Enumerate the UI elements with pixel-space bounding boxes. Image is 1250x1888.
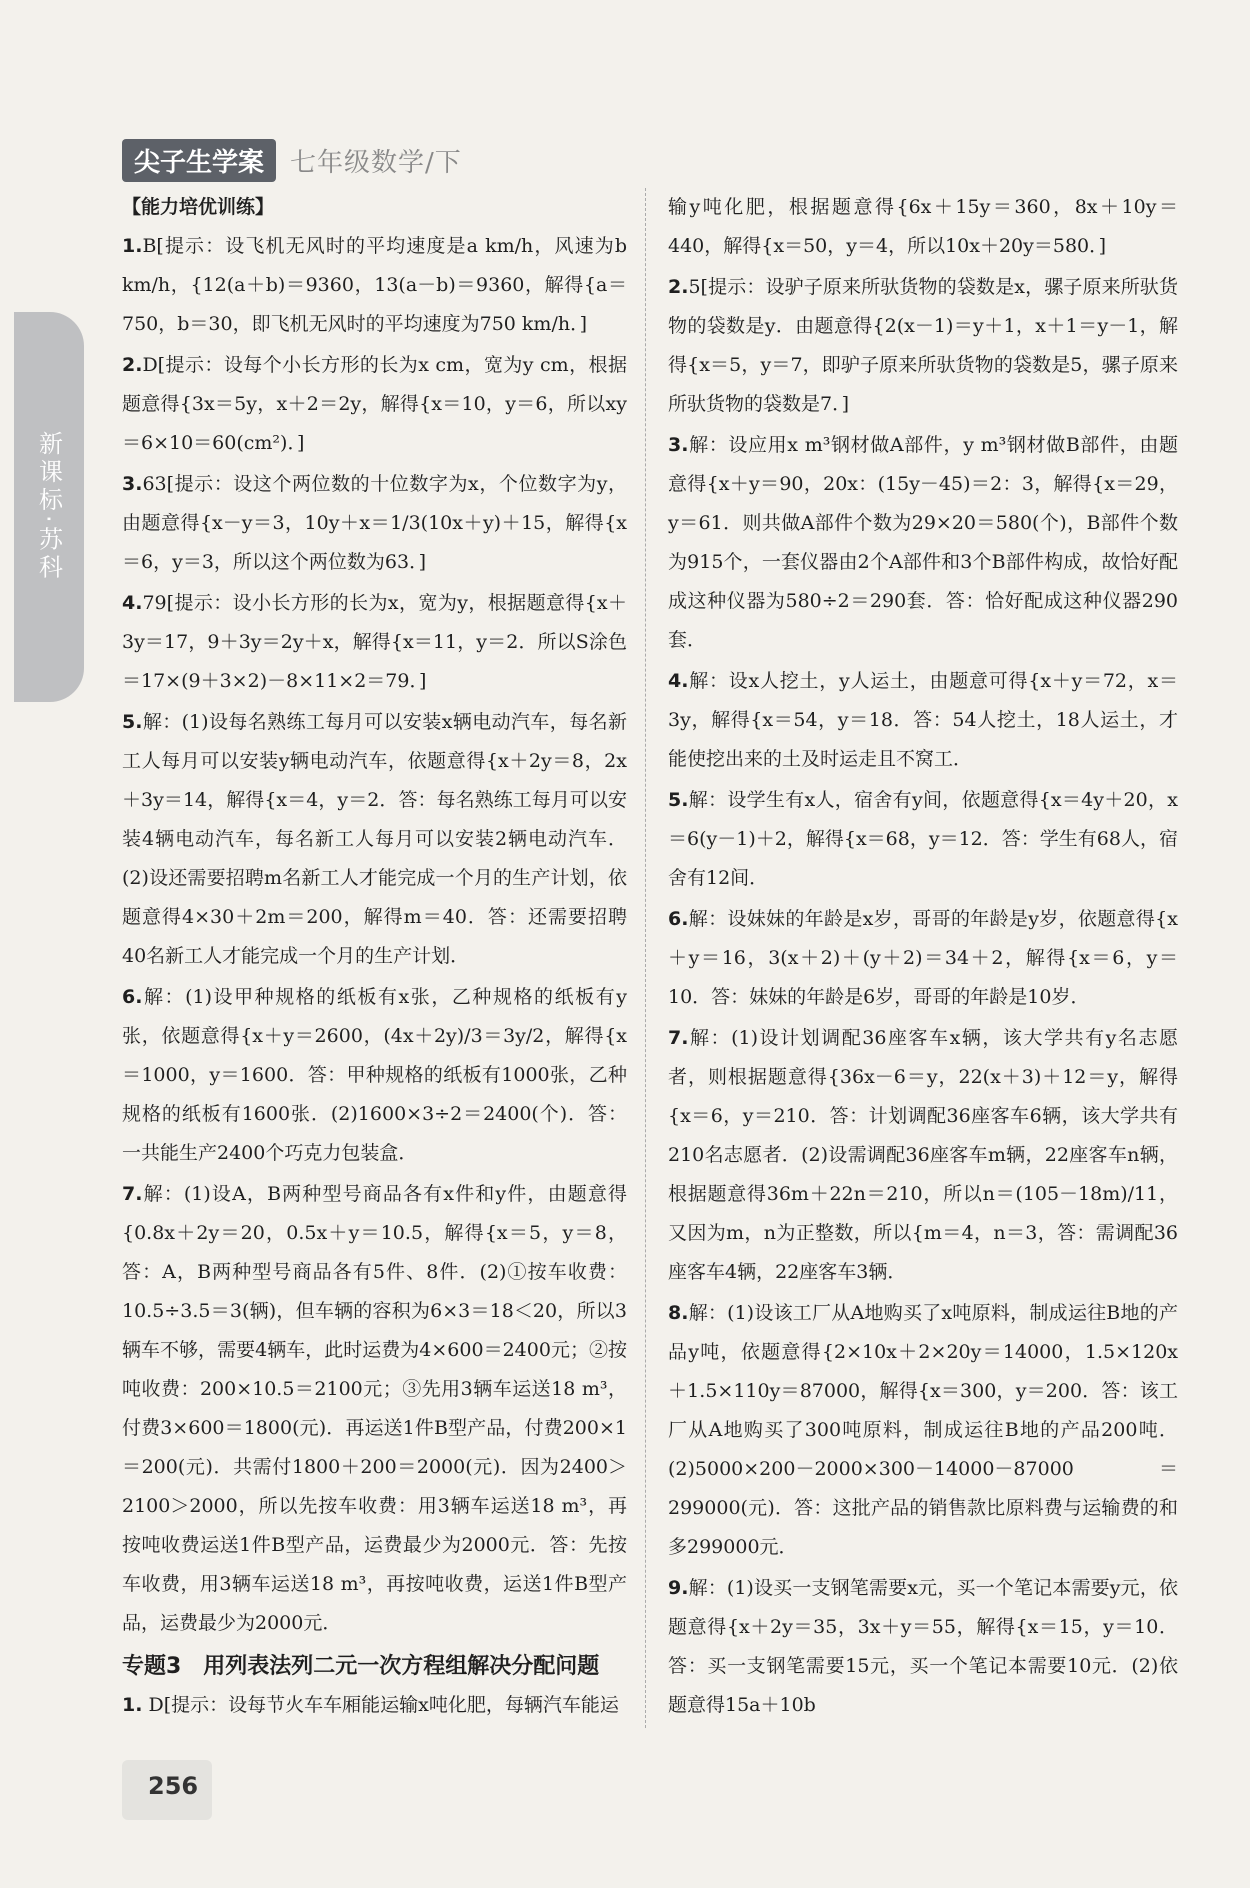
item-text: 解：设应用x m³钢材做A部件，y m³钢材做B部件，由题意得{x＋y＝90，20x：(15y－45)＝2：3，解得{x＝29，y＝61．则共做A部件个数为29×20＝580(个)，B部件个数为915个，一套仪器由2个A部件和3个B部件构成，故恰好配成这种仪器为580÷2＝290套．答：恰好配成这种仪器290套． <box>668 434 1178 651</box>
answer-item <box>668 900 1178 1017</box>
item-number: 2. <box>122 354 143 376</box>
topic-item <box>122 1686 627 1725</box>
topic-title: 专题3 用列表法列二元一次方程组解决分配问题 <box>122 1654 600 1679</box>
item-text: 79[提示：设小长方形的长为x，宽为y，根据题意得{x＋3y＝17，9＋3y＝2y＋x，解得{x＝11，y＝2．所以S涂色＝17×(9＋3×2)－8×11×2＝79．] <box>122 592 627 692</box>
left-items <box>122 227 627 1643</box>
item-number: 6. <box>668 908 689 930</box>
answer-item <box>668 1294 1178 1567</box>
item-text: 解：(1)设买一支钢笔需要x元，买一个笔记本需要y元，依题意得{x＋2y＝35，3x＋y＝55，解得{x＝15，y＝10．答：买一支钢笔需要15元，买一个笔记本需要10元．(2)依题意得15a＋10b <box>668 1577 1178 1716</box>
item-text: 解：设妹妹的年龄是x岁，哥哥的年龄是y岁，依题意得{x＋y＝16，3(x＋2)＋(y＋2)＝34＋2，解得{x＝6，y＝10．答：妹妹的年龄是6岁，哥哥的年龄是10岁． <box>668 908 1178 1008</box>
item-text: D[提示：设每个小长方形的长为x cm，宽为y cm，根据题意得{3x＝5y，x＋2＝2y，解得{x＝10，y＝6，所以xy＝6×10＝60(cm²)．] <box>122 354 627 454</box>
right-items <box>668 188 1178 1725</box>
item-number: 8. <box>668 1302 689 1324</box>
item-number: 4. <box>122 592 143 614</box>
item-number: 4. <box>668 670 689 692</box>
side-tab <box>14 312 84 702</box>
item-text: 解：(1)设A，B两种型号商品各有x件和y件，由题意得{0.8x＋2y＝20，0.5x＋y＝10.5，解得{x＝5，y＝8，答：A，B两种型号商品各有5件、8件．(2)①按车收费：10.5÷3.5＝3(辆)，但车辆的容积为6×3＝18＜20，所以3辆车不够，需要4辆车，此时运费为4×600＝2400元；②按吨收费：200×10.5＝2100元；③先用3辆车运送18 m³，付费3×600＝1800(元)．再运送1件B型产品，付费200×1＝200(元)．共需付1800＋200＝2000(元)．因为2400＞2100＞2000，所以先按车收费：用3辆车运送18 m³，再按吨收费运送1件B型产品，运费最少为2000元．答：先按车收费，用3辆车运送18 m³，再按吨收费，运送1件B型产品，运费最少为2000元． <box>122 1183 627 1634</box>
item-text: 输y吨化肥，根据题意得{6x＋15y＝360，8x＋10y＝440，解得{x＝50，y＝4，所以10x＋20y＝580．] <box>668 196 1178 257</box>
answer-item <box>668 426 1178 660</box>
answer-item <box>668 1019 1178 1292</box>
item-text: 解：设x人挖土，y人运土，由题意可得{x＋y＝72，x＝3y，解得{x＝54，y＝18．答：54人挖土，18人运土，才能使挖出来的土及时运走且不窝工． <box>668 670 1178 770</box>
item-number: 5. <box>122 711 143 733</box>
page-header <box>122 140 462 180</box>
answer-item <box>122 346 627 463</box>
section-title: 【能力培优训练】 <box>122 196 275 218</box>
book-brand: 尖子生学案 <box>122 139 276 182</box>
answer-item <box>122 1175 627 1643</box>
side-tab-label: 新课标·苏科 <box>34 431 63 583</box>
item-text: 解：(1)设该工厂从A地购买了x吨原料，制成运往B地的产品y吨，依题意得{2×10x＋2×20y＝14000，1.5×120x＋1.5×110y＝87000，解得{x＝300，y＝200．答：该工厂从A地购买了300吨原料，制成运往B地的产品200吨．(2)5000×200－2000×300－14000－87000＝299000(元)．答：这批产品的销售款比原料费与运输费的和多299000元． <box>668 1302 1178 1558</box>
item-text: 解：(1)设计划调配36座客车x辆，该大学共有y名志愿者，则根据题意得{36x－6＝y，22(x＋3)＋12＝y，解得{x＝6，y＝210．答：计划调配36座客车6辆，该大学共有210名志愿者．(2)设需调配36座客车m辆，22座客车n辆，根据题意得36m＋22n＝210，所以n＝(105－18m)/11，又因为m，n为正整数，所以{m＝4，n＝3，答：需调配36座客车4辆，22座客车3辆． <box>668 1027 1178 1283</box>
item-number: 9. <box>668 1577 689 1599</box>
answer-item <box>122 584 627 701</box>
item-number: 5. <box>668 789 689 811</box>
answer-item <box>122 465 627 582</box>
item-text: 解：(1)设每名熟练工每月可以安装x辆电动汽车，每名新工人每月可以安装y辆电动汽车，依题意得{x＋2y＝8，2x＋3y＝14，解得{x＝4，y＝2．答：每名熟练工每月可以安装4辆电动汽车，每名新工人每月可以安装2辆电动汽车．(2)设还需要招聘m名新工人才能完成一个月的生产计划，依题意得4×30＋2m＝200，解得m＝40．答：还需要招聘40名新工人才能完成一个月的生产计划． <box>122 711 627 967</box>
item-number: 7. <box>668 1027 689 1049</box>
answer-item <box>668 1569 1178 1725</box>
answer-item <box>122 703 627 976</box>
page-number: 256 <box>148 1772 199 1800</box>
answer-item <box>668 662 1178 779</box>
left-column <box>122 188 627 1727</box>
book-grade: 七年级数学/下 <box>290 147 462 178</box>
answer-item <box>668 188 1178 266</box>
item-number: 6. <box>122 986 143 1008</box>
answer-item <box>122 978 627 1173</box>
item-number: 7. <box>122 1183 143 1205</box>
item-text: 63[提示：设这个两位数的十位数字为x，个位数字为y，由题意得{x－y＝3，10y＋x＝1/3(10x＋y)＋15，解得{x＝6，y＝3，所以这个两位数为63．] <box>122 473 627 573</box>
item-text: D[提示：设每节火车车厢能运输x吨化肥，每辆汽车能运 <box>148 1694 619 1716</box>
answer-item <box>122 227 627 344</box>
item-number: 1. <box>122 235 143 257</box>
item-text: B[提示：设飞机无风时的平均速度是a km/h，风速为b km/h，{12(a＋b)＝9360，13(a－b)＝9360，解得{a＝750，b＝30，即飞机无风时的平均速度为750 km/h．] <box>122 235 627 335</box>
answer-item <box>668 268 1178 424</box>
item-number: 3. <box>122 473 143 495</box>
item-text: 解：(1)设甲种规格的纸板有x张，乙种规格的纸板有y张，依题意得{x＋y＝2600，(4x＋2y)/3＝3y/2，解得{x＝1000，y＝1600．答：甲种规格的纸板有1000张，乙种规格的纸板有1600张．(2)1600×3÷2＝2400(个)．答：一共能生产2400个巧克力包装盒． <box>122 986 627 1164</box>
item-number: 1. <box>122 1694 143 1716</box>
column-divider <box>645 188 646 1728</box>
answer-item <box>668 781 1178 898</box>
item-text: 5[提示：设驴子原来所驮货物的袋数是x，骡子原来所驮货物的袋数是y．由题意得{2(x－1)＝y＋1，x＋1＝y－1，解得{x＝5，y＝7，即驴子原来所驮货物的袋数是5，骡子原来所驮货物的袋数是7．] <box>668 276 1178 415</box>
right-column <box>668 188 1178 1727</box>
item-number: 2. <box>668 276 689 298</box>
item-number: 3. <box>668 434 689 456</box>
item-text: 解：设学生有x人，宿舍有y间，依题意得{x＝4y＋20，x＝6(y－1)＋2，解得{x＝68，y＝12．答：学生有68人，宿舍有12间． <box>668 789 1178 889</box>
